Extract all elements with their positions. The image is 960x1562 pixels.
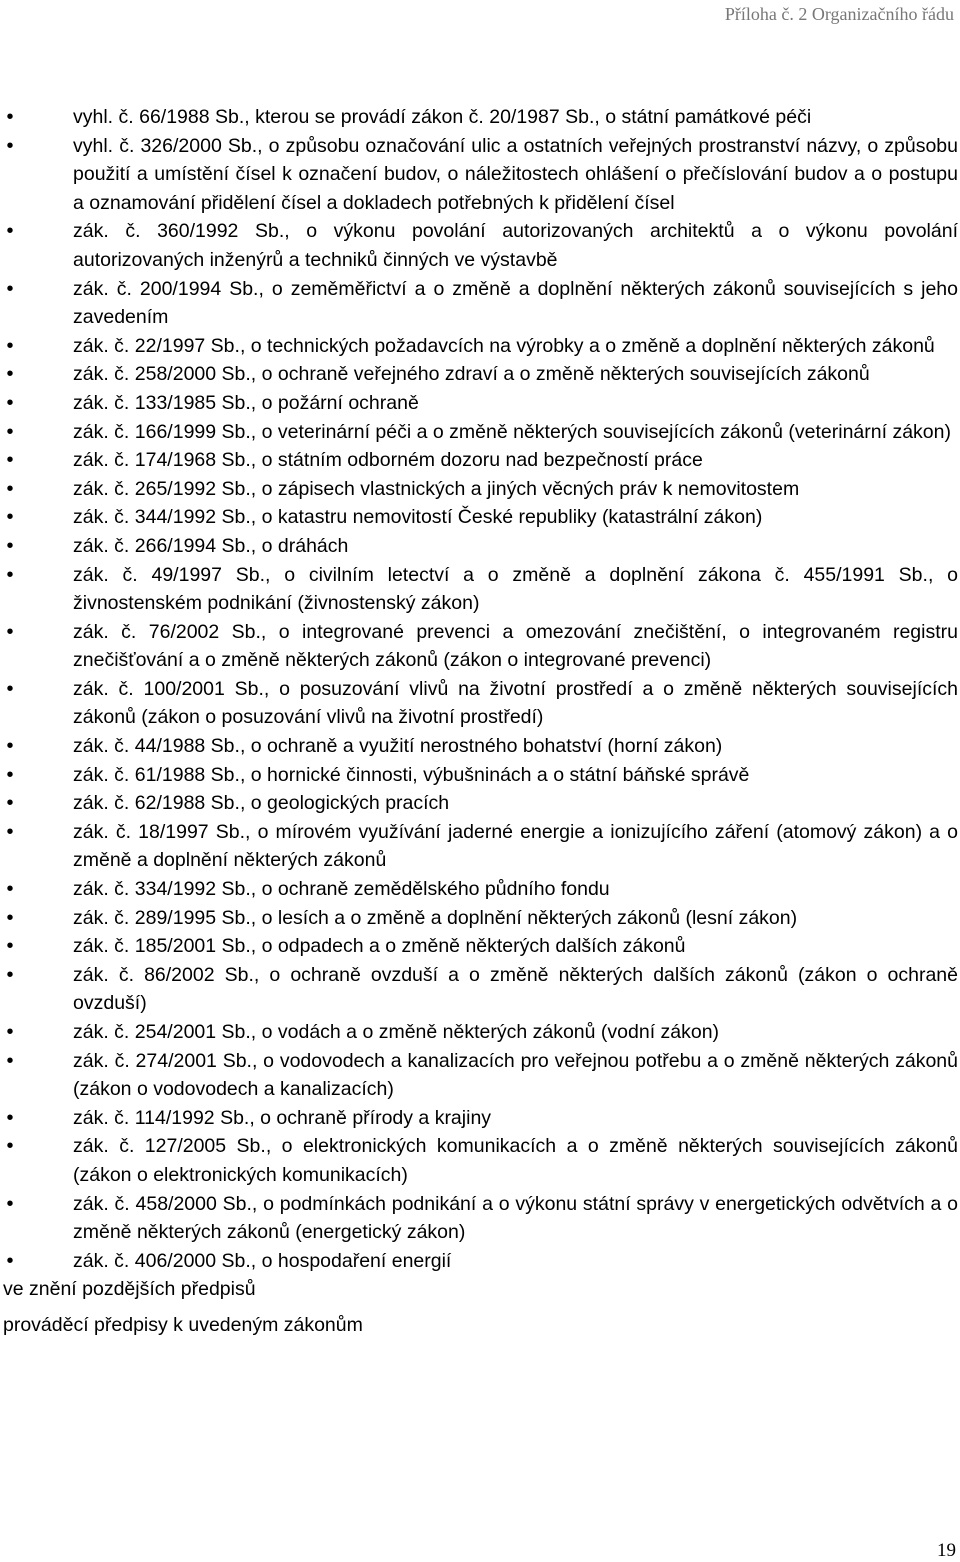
law-text: zák. č. 44/1988 Sb., o ochraně a využití nerostného bohatství (horní zákon): [73, 735, 723, 758]
law-text: zák. č. 274/2001 Sb., o vodovodech a kanalizacích pro veřejnou potřebu a o změně některých zákonů (zákon o vodovodech a kanalizacích): [73, 1049, 958, 1101]
law-text: zák. č. 133/1985 Sb., o požární ochraně: [73, 391, 419, 414]
bullet-icon: •: [6, 763, 14, 786]
bullet-icon: •: [6, 449, 14, 472]
bullet-icon: •: [6, 220, 14, 243]
law-list-item: [0, 446, 960, 475]
law-list-item: [0, 1190, 960, 1247]
law-text: zák. č. 22/1997 Sb., o technických požadavcích na výrobky a o změně a doplnění některých zákonů: [73, 334, 935, 357]
law-text: zák. č. 86/2002 Sb., o ochraně ovzduší a o změně některých dalších zákonů (zákon o ochraně ovzduší): [73, 963, 958, 1015]
law-list-item: [0, 332, 960, 361]
bullet-icon: •: [6, 106, 14, 128]
bullet-icon: •: [6, 563, 14, 586]
law-text: zák. č. 62/1988 Sb., o geologických pracích: [73, 792, 450, 815]
bullet-icon: •: [6, 363, 14, 386]
law-list-item: [0, 932, 960, 961]
law-list-item: [0, 961, 960, 1018]
law-text: zák. č. 265/1992 Sb., o zápisech vlastnických a jiných věcných práv k nemovitostem: [73, 477, 800, 500]
law-text: zák. č. 185/2001 Sb., o odpadech a o změně některých dalších zákonů: [73, 935, 686, 958]
law-text: zák. č. 200/1994 Sb., o zeměměřictví a o změně a doplnění některých zákonů souvisejících s jeho zavedením: [73, 277, 958, 329]
law-list-item: [0, 1132, 960, 1189]
law-text: zák. č. 254/2001 Sb., o vodách a o změně některých zákonů (vodní zákon): [73, 1021, 720, 1043]
bullet-icon: •: [6, 677, 14, 700]
law-text: zák. č. 360/1992 Sb., o výkonu povolání autorizovaných architektů a o výkonu povolání autorizovaných inženýrů a techniků činných ve výstavbě: [73, 220, 958, 271]
law-list-item: [0, 418, 960, 447]
law-list-item: [0, 904, 960, 933]
amendments-note: ve znění pozdějších předpisů: [3, 1278, 256, 1301]
law-list-item: [0, 818, 960, 875]
law-list-item: [0, 789, 960, 818]
law-text: vyhl. č. 326/2000 Sb., o způsobu označování ulic a ostatních veřejných prostranství názvy, o způsobu použití a umístění čísel k označení budov, o náležitostech ohlášení o přečíslování budov a o postupu a oznamování přidělení čísel a dokladech potřebných k přidělení čísel: [73, 134, 958, 214]
bullet-icon: •: [6, 1106, 14, 1129]
law-text: zák. č. 76/2002 Sb., o integrované prevenci a omezování znečištění, o integrovaném registru znečišťování a o změně některých zákonů (zákon o integrované prevenci): [73, 620, 958, 672]
bullet-icon: •: [6, 935, 14, 958]
law-list-item: [0, 1018, 960, 1047]
law-list-item: [0, 875, 960, 904]
law-text: zák. č. 100/2001 Sb., o posuzování vlivů na životní prostředí a o změně některých souvisejících zákonů (zákon o posuzování vlivů na životní prostředí): [73, 677, 958, 729]
law-list-item: [0, 761, 960, 790]
bullet-icon: •: [6, 1049, 14, 1072]
law-list-item: [0, 732, 960, 761]
bullet-icon: •: [6, 134, 14, 157]
law-text: zák. č. 114/1992 Sb., o ochraně přírody a krajiny: [73, 1106, 492, 1129]
law-text: zák. č. 406/2000 Sb., o hospodaření energií: [73, 1249, 452, 1272]
bullet-icon: •: [6, 735, 14, 758]
bullet-icon: •: [6, 277, 14, 300]
law-list-item: [0, 618, 960, 675]
law-list-item: [0, 132, 960, 218]
law-text: zák. č. 458/2000 Sb., o podmínkách podnikání a o výkonu státní správy v energetických odvětvích a o změně některých zákonů (energetický zákon): [73, 1192, 958, 1244]
bullet-icon: •: [6, 420, 14, 443]
bullet-icon: •: [6, 534, 14, 557]
bullet-icon: •: [6, 1249, 14, 1272]
law-list-item: [0, 360, 960, 389]
bullet-icon: •: [6, 391, 14, 414]
law-text: zák. č. 18/1997 Sb., o mírovém využívání jaderné energie a ionizujícího záření (atomový zákon) a o změně a doplnění některých zákonů: [73, 820, 958, 872]
law-list-item: [0, 1104, 960, 1133]
implementing-regulations-note: prováděcí předpisy k uvedeným zákonům: [3, 1313, 363, 1336]
law-text: zák. č. 174/1968 Sb., o státním odborném dozoru nad bezpečností práce: [73, 449, 703, 472]
bullet-icon: •: [6, 1135, 14, 1158]
bullet-icon: •: [6, 906, 14, 929]
law-text: zák. č. 289/1995 Sb., o lesích a o změně a doplnění některých zákonů (lesní zákon): [73, 906, 798, 929]
bullet-icon: •: [6, 477, 14, 500]
law-list-item: [0, 217, 960, 274]
law-text: zák. č. 344/1992 Sb., o katastru nemovitostí České republiky (katastrální zákon): [73, 506, 763, 529]
law-list: [0, 103, 960, 1275]
law-list-item: [0, 475, 960, 504]
law-list-item: [0, 561, 960, 618]
law-text: zák. č. 258/2000 Sb., o ochraně veřejného zdraví a o změně některých souvisejících zákonů: [73, 363, 870, 386]
bullet-icon: •: [6, 878, 14, 901]
law-list-item: [0, 675, 960, 732]
law-text: zák. č. 127/2005 Sb., o elektronických komunikacích a o změně některých souvisejících zákonů (zákon o elektronických komunikacích): [73, 1135, 958, 1186]
law-text: zák. č. 266/1994 Sb., o dráhách: [73, 534, 349, 557]
law-text: zák. č. 61/1988 Sb., o hornické činnosti, výbušninách a o státní báňské správě: [73, 763, 750, 786]
law-text: zák. č. 166/1999 Sb., o veterinární péči a o změně některých souvisejících zákonů (veterinární zákon): [73, 420, 951, 443]
bullet-icon: •: [6, 334, 14, 357]
law-list-item: [0, 275, 960, 332]
bullet-icon: •: [6, 506, 14, 529]
bullet-icon: •: [6, 1192, 14, 1215]
law-list-item: [0, 532, 960, 561]
bullet-icon: •: [6, 620, 14, 643]
bullet-icon: •: [6, 963, 14, 986]
bullet-icon: •: [6, 820, 14, 843]
bullet-icon: •: [6, 1021, 14, 1043]
page-header: Příloha č. 2 Organizačního řádu: [724, 4, 954, 24]
document-body: [0, 103, 960, 1340]
law-list-item: [0, 103, 960, 132]
law-list-item: [0, 389, 960, 418]
law-list-item: [0, 1247, 960, 1276]
law-text: vyhl. č. 66/1988 Sb., kterou se provádí zákon č. 20/1987 Sb., o státní památkové péči: [73, 106, 812, 128]
bullet-icon: •: [6, 792, 14, 815]
law-list-item: [0, 503, 960, 532]
law-text: zák. č. 49/1997 Sb., o civilním letectví a o změně a doplnění zákona č. 455/1991 Sb., o živnostenském podnikání (živnostenský zákon): [73, 563, 958, 615]
law-list-item: [0, 1047, 960, 1104]
law-text: zák. č. 334/1992 Sb., o ochraně zemědělského půdního fondu: [73, 878, 610, 901]
page-number: 19: [937, 1540, 956, 1561]
